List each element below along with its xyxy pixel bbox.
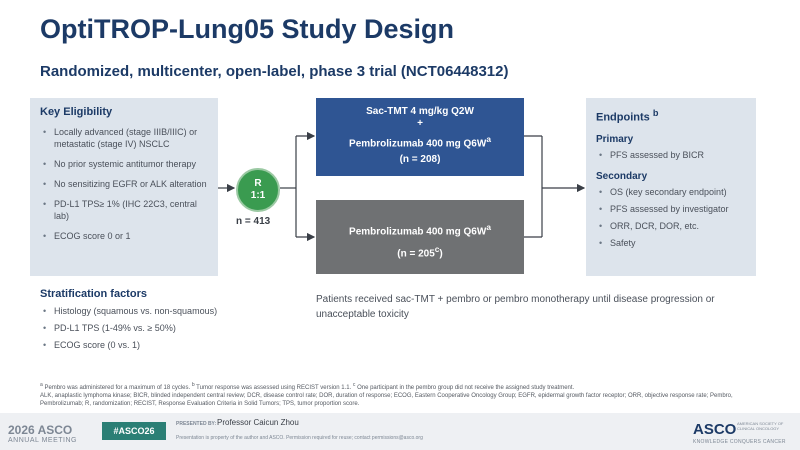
presenter-name: Professor Caicun Zhou <box>217 418 299 427</box>
hashtag-badge: #ASCO26 <box>102 422 166 440</box>
footnotes <box>40 381 770 408</box>
eligibility-item: • ECOG score 0 or 1 <box>40 230 210 242</box>
presented-by-label: PRESENTED BY: <box>176 421 217 427</box>
arm2-footnote-mark: a <box>486 222 491 232</box>
asco-org-name: AMERICAN SOCIETY OF CLINICAL ONCOLOGY <box>737 421 784 431</box>
eligibility-item: • PD-L1 TPS≥ 1% (IHC 22C3, central lab) <box>40 198 210 222</box>
primary-endpoints-list <box>596 149 750 161</box>
eligibility-item: • Locally advanced (stage IIIB/IIIC) or metastatic (stage IV) NSCLC <box>40 126 210 150</box>
eligibility-item: • No prior systemic antitumor therapy <box>40 158 210 170</box>
randomization-circle <box>236 168 280 212</box>
footnote-b: Tumor response was assessed using RECIST version 1.1. <box>194 385 353 391</box>
slide-footer <box>0 413 800 450</box>
asco-tagline: KNOWLEDGE CONQUERS CANCER <box>693 439 786 445</box>
randomization-ratio: 1:1 <box>250 190 266 201</box>
arm1-footnote-mark: a <box>486 134 491 144</box>
stratification-item: • Histology (squamous vs. non-squamous) <box>40 305 260 317</box>
stratification-heading: Stratification factors <box>40 288 147 300</box>
slide-subtitle: Randomized, multicenter, open-label, phase 3 trial (NCT06448312) <box>40 63 509 80</box>
footnote-mark-b: b <box>191 382 195 388</box>
arm1-drug: Sac-TMT 4 mg/kg Q2W <box>366 106 474 117</box>
stratification-item: • PD-L1 TPS (1-49% vs. ≥ 50%) <box>40 322 260 334</box>
secondary-endpoint: • OS (key secondary endpoint) <box>596 186 750 198</box>
secondary-endpoint: • Safety <box>596 237 750 249</box>
footnote-line <box>40 381 770 392</box>
abbreviations: ALK, anaplastic lymphoma kinase; BICR, blinded independent central review; DCR, disease control rate; DOR, duration of response; ECOG, Eastern Cooperative Oncology Group; EGFR, epidermal growth factor receptor; ORR, objective response rate; Pembro, Pembrolizumab; R, randomization; RECIST, Response Evaluation Criteria in Solid Tumors; TPS, tumor proportion score. <box>40 393 733 407</box>
eligibility-heading: Key Eligibility <box>40 106 113 118</box>
asco-logo: ASCO <box>693 421 737 438</box>
arm1-n: (n = 208) <box>399 154 441 166</box>
secondary-endpoint: • PFS assessed by investigator <box>596 203 750 215</box>
slide-title: OptiTROP-Lung05 Study Design <box>40 14 455 44</box>
eligibility-item: • No sensitizing EGFR or ALK alteration <box>40 178 210 190</box>
secondary-heading: Secondary <box>596 170 648 182</box>
primary-endpoint: • PFS assessed by BICR <box>596 149 750 161</box>
arm2-n-close: ) <box>439 248 443 260</box>
arm-pembro-monotherapy <box>316 200 524 274</box>
secondary-endpoints-list <box>596 186 750 249</box>
arm2-drug <box>316 222 524 237</box>
footnote-a: Pembro was administered for a maximum of 18 cycles. <box>42 385 192 391</box>
arm-sac-tmt-pembro <box>316 98 524 176</box>
total-enrollment: n = 413 <box>236 216 271 227</box>
endpoints-heading <box>596 108 756 124</box>
arm1-pembro <box>316 134 524 149</box>
arm1-plus: + <box>417 118 423 129</box>
arm2-n <box>316 244 524 259</box>
footnote-c: One participant in the pembro group did not receive the assigned study treatment. <box>355 385 575 391</box>
arm1-pembro-text: Pembrolizumab 400 mg Q6W <box>349 138 487 150</box>
arm2-n-text: (n = 205 <box>397 248 435 260</box>
secondary-endpoint: • ORR, DCR, DOR, etc. <box>596 220 750 232</box>
primary-heading: Primary <box>596 133 634 145</box>
meeting-year: 2026 ASCO <box>8 423 73 437</box>
arm2-drug-text: Pembrolizumab 400 mg Q6W <box>349 226 487 238</box>
arm2-n-footnote-mark: c <box>434 244 440 255</box>
treatment-note: Patients received sac-TMT + pembro or pembro monotherapy until disease progression or unacceptable toxicity <box>316 294 715 320</box>
endpoints-panel <box>586 98 756 276</box>
property-note: Presentation is property of the author and ASCO. Permission required for reuse; contact permissions@asco.org <box>176 435 423 441</box>
footnote-mark-a: a <box>40 382 43 388</box>
footnote-mark-c: c <box>352 382 356 388</box>
endpoints-footnote-mark: b <box>652 108 659 118</box>
stratification-item: • ECOG score (0 vs. 1) <box>40 339 260 351</box>
randomization-label: R <box>254 178 262 189</box>
endpoints-heading-text: Endpoints <box>596 111 650 124</box>
meeting-name: ANNUAL MEETING <box>8 437 77 444</box>
